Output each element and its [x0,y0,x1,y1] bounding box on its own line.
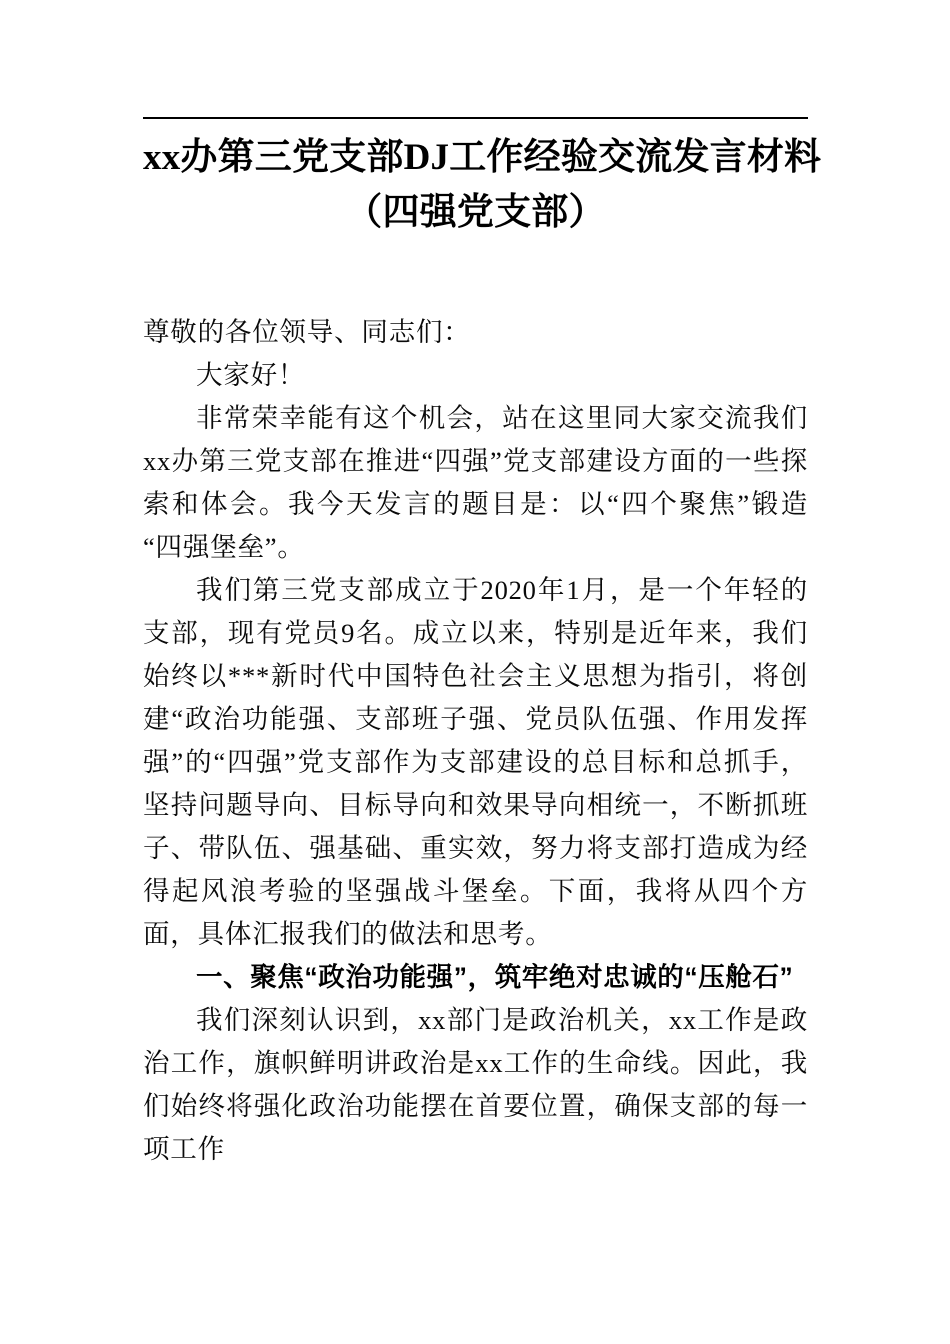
section-heading-one: 一、聚焦“政治功能强”，筑牢绝对忠诚的“压舱石” [196,962,794,992]
paragraph-opening: 非常荣幸能有这个机会，站在这里同大家交流我们xx办第三党支部在推进“四强”党支部建设方面的一些探索和体会。我今天发言的题目是：以“四个聚焦”锻造“四强堡垒”。 [143,403,808,562]
paragraph-background: 我们第三党支部成立于2020年1月，是一个年轻的支部，现有党员9名。成立以来，特别是近年来，我们始终以***新时代中国特色社会主义思想为指引，将创建“政治功能强、支部班子强、党员队伍强、作用发挥强”的“四强”党支部作为支部建设的总目标和总抓手，坚持问题导向、目标导向和效果导向相统一，不断抓班子、带队伍、强基础、重实效，努力将支部打造成为经得起风浪考验的坚强战斗堡垒。下面，我将从四个方面，具体汇报我们的做法和思考。 [143,575,808,949]
paragraph-salutation: 尊敬的各位领导、同志们： [143,317,471,347]
document-subtitle: （四强党支部） [345,192,606,233]
document-title: xx办第三党支部DJ工作经验交流发言材料 [143,137,822,178]
document-body [143,311,808,1171]
header-divider [143,117,808,119]
paragraph-section-one-body: 我们深刻认识到，xx部门是政治机关，xx工作是政治工作，旗帜鲜明讲政治是xx工作的生命线。因此，我们始终将强化政治功能摆在首要位置，确保支部的每一项工作 [143,1005,808,1164]
page-content [143,0,822,1171]
paragraph-greeting: 大家好！ [196,360,306,390]
